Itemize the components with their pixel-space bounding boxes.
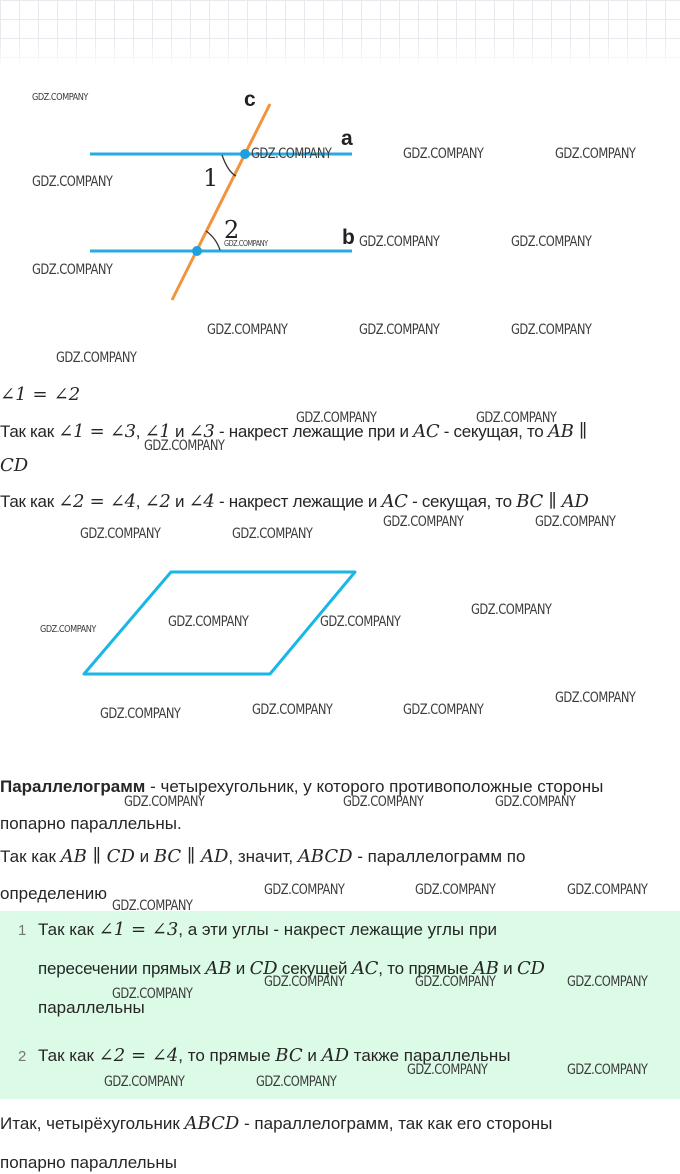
note-item-2-line1: Так как ∠2 = ∠4, то прямые BC и AD также параллельны	[38, 1045, 511, 1066]
watermark: GDZ.COMPANY	[567, 882, 648, 898]
conclusion-by-definition-cont: определению	[0, 884, 108, 903]
watermark: GDZ.COMPANY	[144, 438, 225, 454]
watermark: GDZ.COMPANY	[32, 262, 113, 278]
watermark: GDZ.COMPANY	[320, 614, 401, 630]
line-c	[172, 104, 270, 300]
angle1-label: 1	[203, 164, 219, 192]
watermark: GDZ.COMPANY	[359, 322, 440, 338]
angle2-arc	[206, 231, 220, 250]
watermark: GDZ.COMPANY	[80, 526, 161, 542]
watermark: GDZ.COMPANY	[104, 1074, 185, 1090]
watermark: GDZ.COMPANY	[555, 146, 636, 162]
line-b-label: b	[342, 226, 355, 249]
watermark: GDZ.COMPANY	[232, 526, 313, 542]
watermark: GDZ.COMPANY	[252, 702, 333, 718]
reasoning-ab-cd-cont: CD	[0, 455, 29, 476]
angle-equality-line: ∠1 = ∠2	[0, 384, 81, 405]
parallelogram-definition-cont: попарно параллельны.	[0, 814, 182, 833]
watermark: GDZ.COMPANY	[555, 690, 636, 706]
angle2-label: 2	[224, 216, 240, 244]
watermark: GDZ.COMPANY	[256, 1074, 337, 1090]
watermark: GDZ.COMPANY	[168, 614, 249, 630]
note-item-1-line3: параллельны	[38, 998, 145, 1017]
watermark: GDZ.COMPANY	[112, 986, 193, 1002]
watermark: GDZ.COMPANY	[40, 624, 96, 635]
watermark: GDZ.COMPANY	[476, 410, 557, 426]
watermark: GDZ.COMPANY	[112, 898, 193, 914]
watermark: GDZ.COMPANY	[403, 146, 484, 162]
watermark: GDZ.COMPANY	[511, 234, 592, 250]
note-item-1-line1: Так как ∠1 = ∠3, а эти углы - накрест лежащие углы при	[38, 919, 498, 940]
watermark: GDZ.COMPANY	[407, 1062, 488, 1078]
watermark: GDZ.COMPANY	[535, 514, 616, 530]
watermark: GDZ.COMPANY	[343, 794, 424, 810]
conclusion-by-definition: Так как AB ∥ CD и BC ∥ AD, значит, ABCD - параллелограмм по	[0, 846, 526, 867]
note-item-1-line2: пересечении прямых AB и CD секущей AC, то прямые AB и CD	[38, 958, 545, 979]
watermark: GDZ.COMPANY	[403, 702, 484, 718]
note-item-2-number: 2	[18, 1048, 27, 1065]
watermark: GDZ.COMPANY	[100, 706, 181, 722]
intersection-point-top	[240, 149, 250, 159]
watermark: GDZ.COMPANY	[415, 882, 496, 898]
watermark: GDZ.COMPANY	[495, 794, 576, 810]
watermark: GDZ.COMPANY	[56, 350, 137, 366]
watermark: GDZ.COMPANY	[224, 239, 268, 248]
final-conclusion: Итак, четырёхугольник ABCD - параллелограмм, так как его стороны	[0, 1113, 553, 1134]
watermark: GDZ.COMPANY	[32, 174, 113, 190]
watermark: GDZ.COMPANY	[415, 974, 496, 990]
watermark: GDZ.COMPANY	[251, 146, 332, 162]
intersection-point-bottom	[192, 246, 202, 256]
watermark: GDZ.COMPANY	[264, 882, 345, 898]
line-a-label: a	[341, 127, 353, 150]
figure-parallel-lines	[0, 70, 680, 390]
watermark: GDZ.COMPANY	[511, 322, 592, 338]
note-item-1-number: 1	[18, 922, 27, 939]
watermark: GDZ.COMPANY	[383, 514, 464, 530]
watermark: GDZ.COMPANY	[359, 234, 440, 250]
watermark: GDZ.COMPANY	[32, 92, 88, 103]
parallelogram-definition: Параллелограмм - четырехугольник, у которого противоположные стороны	[0, 777, 604, 796]
watermark: GDZ.COMPANY	[567, 1062, 648, 1078]
watermark: GDZ.COMPANY	[124, 794, 205, 810]
watermark: GDZ.COMPANY	[471, 602, 552, 618]
header-fade	[0, 40, 680, 70]
watermark: GDZ.COMPANY	[264, 974, 345, 990]
watermark: GDZ.COMPANY	[296, 410, 377, 426]
watermark: GDZ.COMPANY	[567, 974, 648, 990]
line-c-label: c	[244, 88, 256, 111]
reasoning-bc-ad: Так как ∠2 = ∠4, ∠2 и ∠4 - накрест лежащие и AC - секущая, то BC ∥ AD	[0, 491, 589, 512]
final-conclusion-cont: попарно параллельны	[0, 1153, 178, 1172]
reasoning-ab-cd: Так как ∠1 = ∠3, ∠1 и ∠3 - накрест лежащие при и AC - секущая, то AB ∥	[0, 421, 587, 442]
watermark: GDZ.COMPANY	[207, 322, 288, 338]
